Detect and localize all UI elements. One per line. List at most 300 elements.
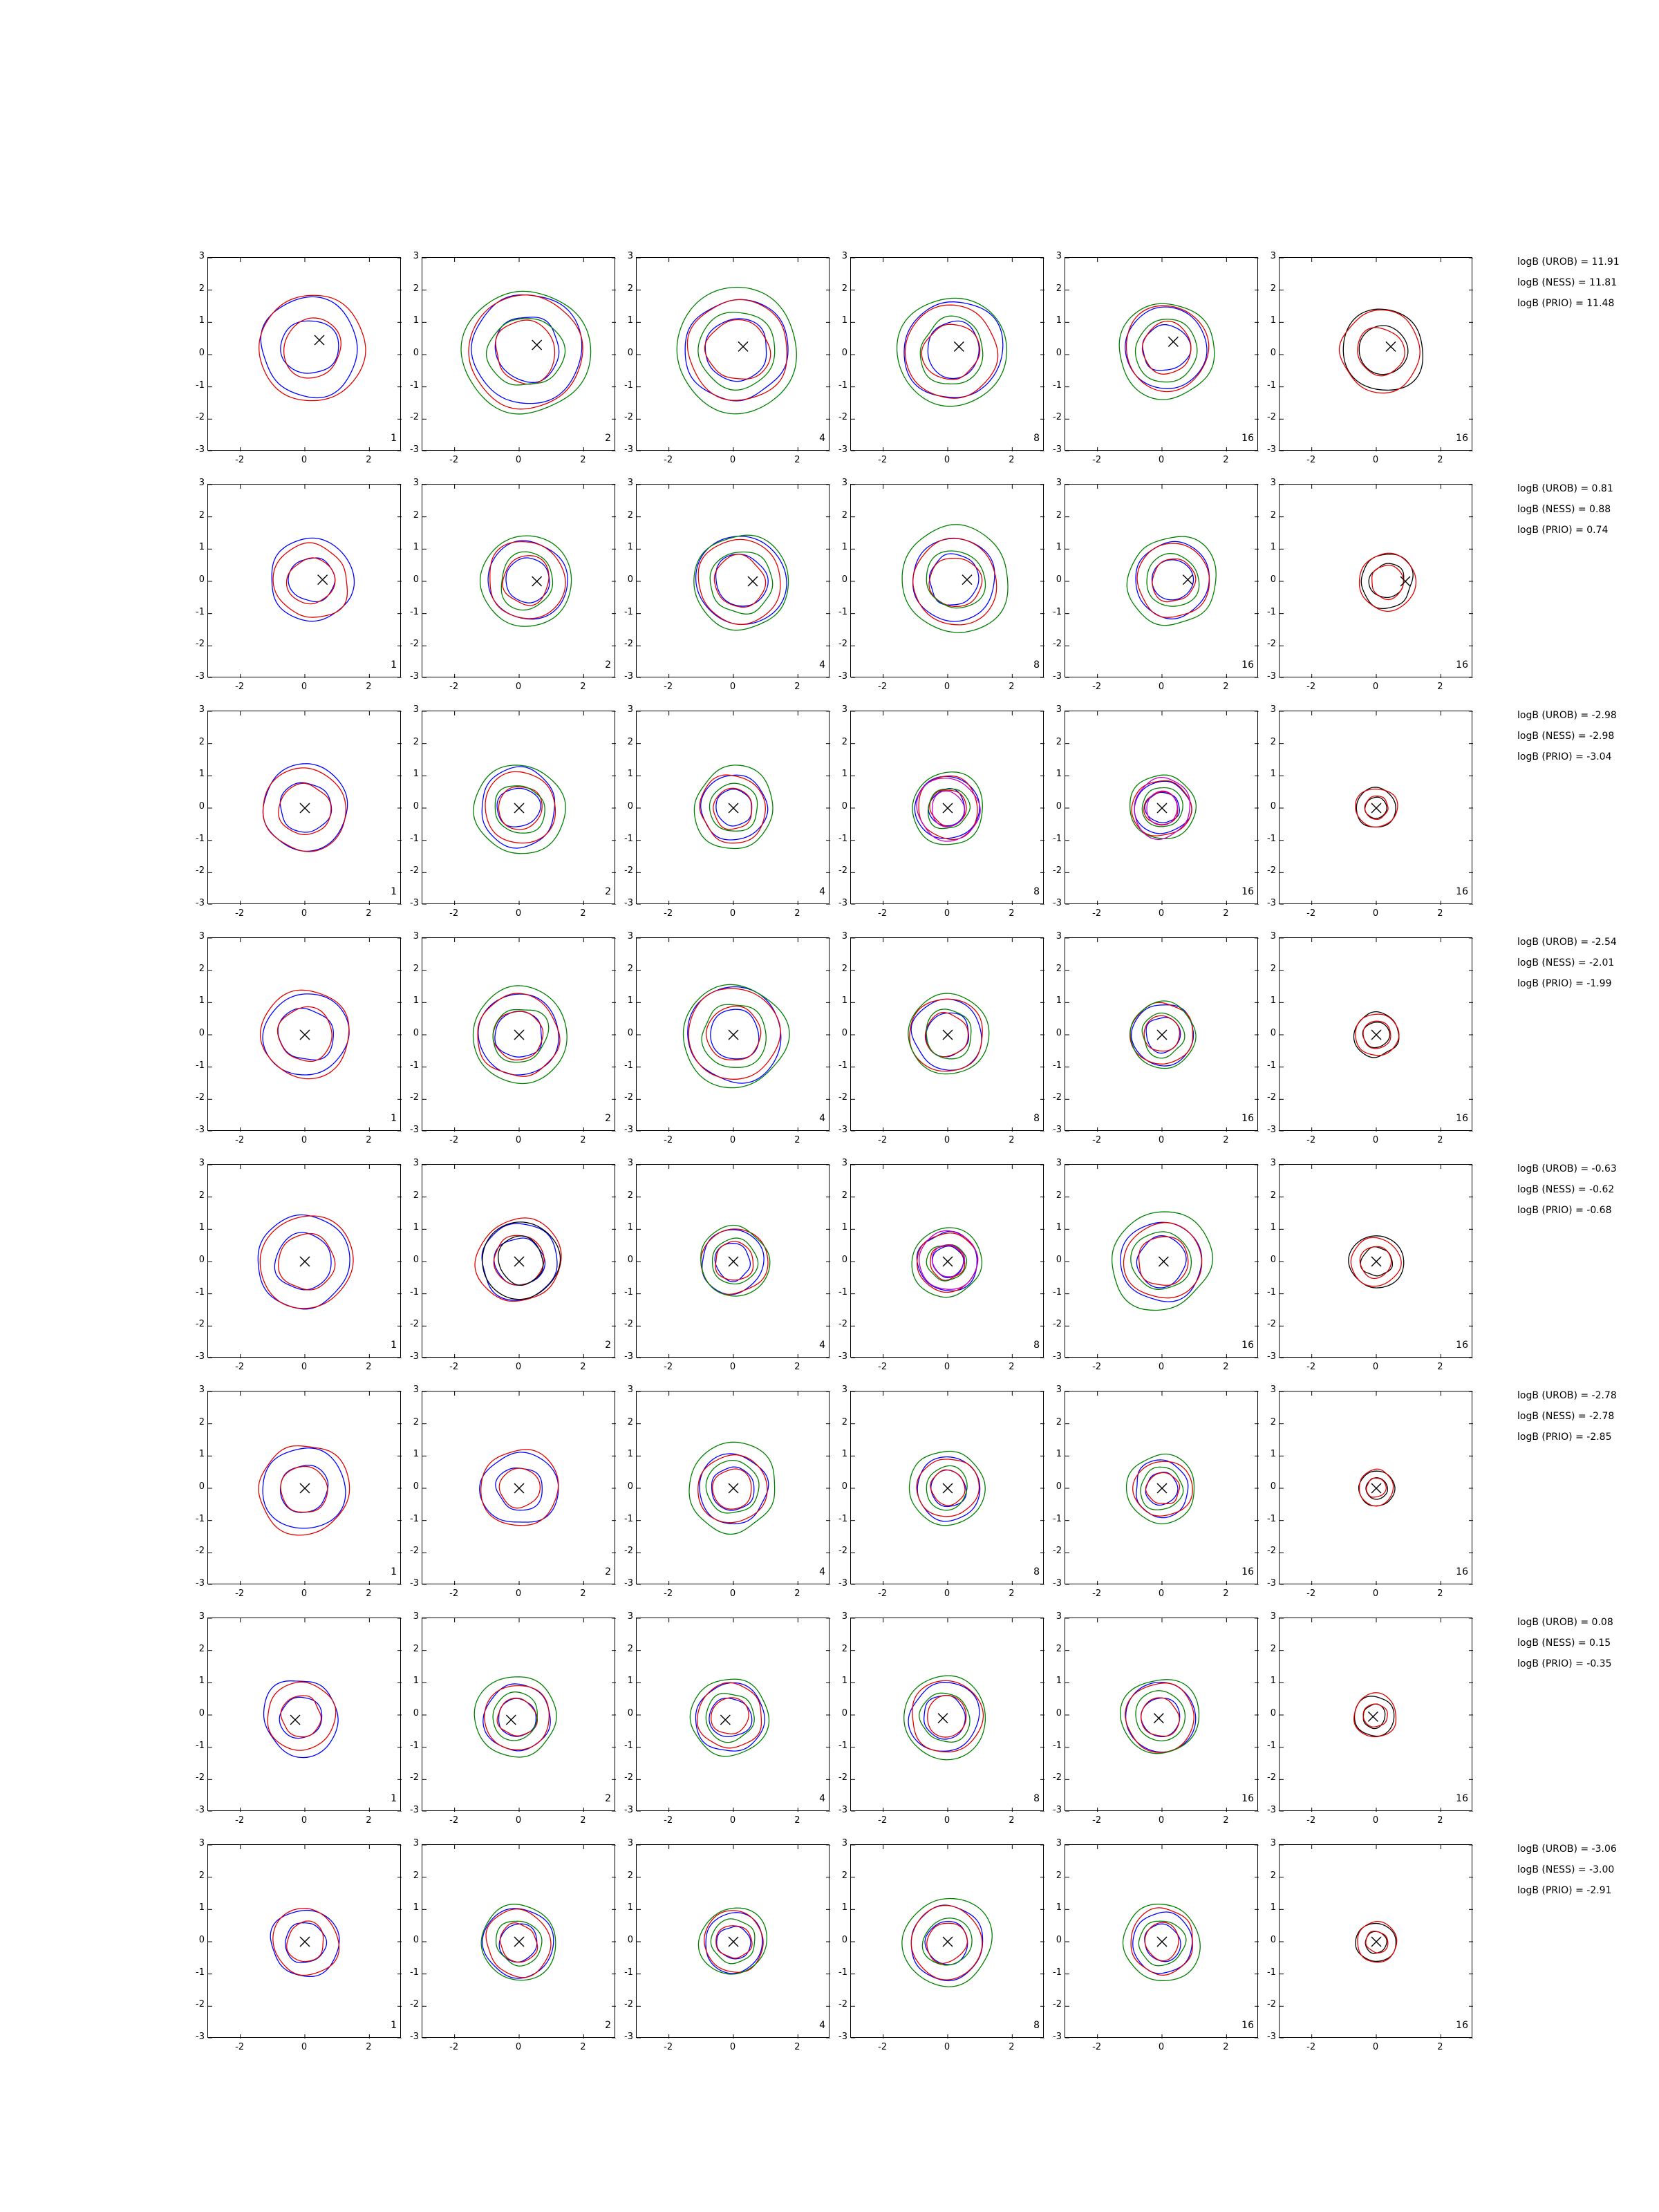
y-tick-label: -2 (410, 1772, 419, 1783)
contour-panel[interactable] (410, 1158, 615, 1396)
x-tick-label: -2 (235, 1362, 245, 1372)
y-tick-label: -3 (1053, 444, 1062, 455)
panel-index-label: 16 (1241, 886, 1254, 897)
y-tick-label: 0 (627, 574, 633, 585)
logb-line: logB (UROB) = -2.78 (1517, 1390, 1617, 1401)
y-tick-label: -3 (1053, 1351, 1062, 1362)
x-tick-label: -2 (1306, 1815, 1316, 1826)
panel-index-label: 8 (1033, 1566, 1040, 1577)
y-tick-label: 1 (198, 995, 205, 1006)
y-tick-label: -2 (1053, 1999, 1062, 2010)
x-tick-label: 0 (729, 1135, 736, 1145)
y-tick-label: 1 (841, 1902, 847, 1913)
logb-line: logB (UROB) = -0.63 (1517, 1163, 1617, 1174)
x-tick-label: 2 (1009, 2042, 1015, 2052)
panel-axes (207, 257, 401, 451)
y-tick-label: -1 (1267, 379, 1276, 391)
panel-index-label: 16 (1456, 1793, 1468, 1804)
panel-axes (1279, 1618, 1472, 1811)
y-tick-label: -1 (1267, 1286, 1276, 1297)
y-tick-label: -3 (196, 1351, 205, 1362)
y-tick-label: -3 (1053, 1578, 1062, 1588)
x-tick-label: 2 (1223, 2042, 1229, 2052)
x-tick-label: 2 (1223, 1815, 1229, 1826)
contour-panel[interactable] (410, 704, 615, 942)
x-tick-label: 0 (729, 1815, 736, 1826)
x-tick-label: 0 (1158, 2042, 1165, 2052)
y-tick-label: -2 (1267, 1092, 1276, 1103)
y-tick-label: 3 (841, 478, 847, 488)
panel-axes (1065, 937, 1258, 1131)
panel-index-label: 1 (391, 886, 397, 897)
x-tick-label: -2 (1092, 682, 1102, 692)
y-tick-label: -2 (410, 1999, 419, 2010)
y-tick-label: 3 (1270, 931, 1276, 941)
y-tick-label: -2 (1267, 865, 1276, 877)
y-tick-label: 1 (841, 995, 847, 1006)
contour-panel[interactable] (838, 478, 1044, 715)
y-tick-label: 0 (413, 348, 419, 358)
panel-axes (850, 1391, 1044, 1584)
contour-panel[interactable] (1267, 1385, 1472, 1622)
contour-panel[interactable] (410, 478, 615, 715)
contour-panel[interactable] (624, 1611, 830, 1849)
panel-axes (850, 1844, 1044, 2038)
y-tick-label: 0 (627, 348, 633, 358)
y-tick-label: 2 (1056, 283, 1062, 294)
contour-panel[interactable] (410, 1385, 615, 1622)
x-tick-label: 2 (580, 1815, 586, 1826)
y-tick-label: -1 (624, 1060, 633, 1071)
contour-panel[interactable] (1267, 1158, 1472, 1396)
panel-axes (207, 1164, 401, 1358)
panel-axes (1279, 937, 1472, 1131)
panel-axes (636, 1391, 830, 1584)
y-tick-label: -3 (1267, 1351, 1276, 1362)
x-tick-label: 2 (794, 1588, 800, 1599)
y-tick-label: -3 (410, 1805, 419, 1815)
contour-panel[interactable] (1053, 1611, 1258, 1849)
y-tick-label: -3 (196, 1805, 205, 1815)
y-tick-label: -2 (196, 865, 205, 877)
panel-axes (636, 711, 830, 904)
x-tick-label: 2 (1223, 1362, 1229, 1372)
y-tick-label: 1 (841, 542, 847, 553)
panel-axes (1065, 1164, 1258, 1358)
contour-panel[interactable] (838, 704, 1044, 942)
x-tick-label: 2 (1009, 1815, 1015, 1826)
x-tick-label: -2 (1092, 1815, 1102, 1826)
y-tick-label: 2 (413, 1190, 419, 1201)
contour-panel[interactable] (196, 478, 401, 715)
y-tick-label: -3 (624, 2032, 633, 2042)
contour-panel[interactable] (624, 704, 830, 942)
x-tick-label: -2 (1092, 455, 1102, 465)
x-tick-label: 2 (366, 682, 372, 692)
y-tick-label: 0 (627, 1481, 633, 1492)
y-tick-label: -3 (624, 671, 633, 682)
x-tick-label: -2 (664, 908, 673, 919)
y-tick-label: -2 (196, 412, 205, 423)
y-tick-label: -2 (410, 1319, 419, 1330)
panel-index-label: 4 (819, 1340, 825, 1351)
y-tick-label: -3 (838, 898, 847, 908)
y-tick-label: -2 (624, 1546, 633, 1557)
y-tick-label: 2 (1270, 1416, 1276, 1427)
y-tick-label: 0 (413, 1028, 419, 1038)
x-tick-label: -2 (664, 2042, 673, 2052)
y-tick-label: -2 (1267, 1772, 1276, 1783)
logb-annotation-block (1517, 257, 1620, 319)
y-tick-label: 2 (841, 963, 847, 974)
logb-line: logB (PRIO) = -0.35 (1517, 1658, 1612, 1669)
y-tick-label: 2 (841, 736, 847, 747)
y-tick-label: -3 (1267, 1805, 1276, 1815)
panel-index-label: 1 (391, 659, 397, 671)
y-tick-label: 3 (413, 1611, 419, 1622)
x-tick-label: 2 (1009, 455, 1015, 465)
x-tick-label: 2 (366, 455, 372, 465)
y-tick-label: -1 (624, 833, 633, 844)
x-tick-label: -2 (1306, 1135, 1316, 1145)
y-tick-label: -3 (196, 1125, 205, 1135)
logb-line: logB (NESS) = 0.15 (1517, 1638, 1611, 1649)
y-tick-label: -3 (1267, 444, 1276, 455)
y-tick-label: -3 (410, 671, 419, 682)
x-tick-label: 2 (1437, 682, 1443, 692)
contour-panel[interactable] (1053, 251, 1258, 489)
y-tick-label: 0 (198, 1255, 205, 1265)
contour-panel[interactable] (1267, 931, 1472, 1169)
x-tick-label: 0 (515, 1135, 522, 1145)
y-tick-label: 3 (198, 251, 205, 261)
contour-panel[interactable] (624, 931, 830, 1169)
contour-panel[interactable] (624, 478, 830, 715)
y-tick-label: 3 (1270, 1385, 1276, 1395)
logb-line: logB (NESS) = -2.01 (1517, 957, 1615, 968)
contour-panel[interactable] (1053, 704, 1258, 942)
y-tick-label: 0 (198, 1935, 205, 1945)
y-tick-label: 2 (198, 1416, 205, 1427)
x-tick-label: 2 (1009, 682, 1015, 692)
y-tick-label: -3 (624, 1578, 633, 1588)
y-tick-label: 0 (1056, 1481, 1062, 1492)
y-tick-label: 0 (413, 801, 419, 812)
x-tick-label: 0 (301, 1135, 308, 1145)
y-tick-label: -3 (624, 1125, 633, 1135)
contour-panel[interactable] (838, 1158, 1044, 1396)
x-tick-label: -2 (449, 1135, 459, 1145)
contour-panel[interactable] (196, 931, 401, 1169)
panel-index-label: 8 (1033, 2020, 1040, 2031)
x-tick-label: 0 (729, 2042, 736, 2052)
y-tick-label: -2 (1267, 1319, 1276, 1330)
x-tick-label: 2 (1437, 908, 1443, 919)
y-tick-label: 0 (1270, 1028, 1276, 1038)
x-tick-label: 2 (366, 908, 372, 919)
panel-axes (850, 257, 1044, 451)
y-tick-label: -2 (196, 1546, 205, 1557)
contour-panel[interactable] (838, 931, 1044, 1169)
x-tick-label: 2 (794, 455, 800, 465)
y-tick-label: -1 (624, 1286, 633, 1297)
y-tick-label: -2 (838, 1092, 847, 1103)
y-tick-label: 0 (627, 801, 633, 812)
panel-index-label: 4 (819, 2020, 825, 2031)
y-tick-label: 1 (198, 1902, 205, 1913)
y-tick-label: 2 (413, 283, 419, 294)
y-tick-label: 0 (1056, 1028, 1062, 1038)
x-tick-label: -2 (878, 682, 888, 692)
y-tick-label: -3 (410, 1125, 419, 1135)
contour-panel[interactable] (1053, 478, 1258, 715)
x-tick-label: -2 (1306, 1588, 1316, 1599)
contour-panel[interactable] (624, 1158, 830, 1396)
y-tick-label: -1 (1053, 1060, 1062, 1071)
x-tick-label: 2 (580, 2042, 586, 2052)
contour-panel[interactable] (1267, 704, 1472, 942)
y-tick-label: -2 (1267, 1999, 1276, 2010)
x-tick-label: -2 (235, 908, 245, 919)
panel-index-label: 4 (819, 433, 825, 444)
contour-panel[interactable] (838, 1838, 1044, 2076)
y-tick-label: 1 (627, 1676, 633, 1687)
contour-panel[interactable] (838, 1611, 1044, 1849)
panel-axes (207, 937, 401, 1131)
contour-panel[interactable] (838, 1385, 1044, 1622)
contour-panel[interactable] (624, 1385, 830, 1622)
y-tick-label: -1 (838, 379, 847, 391)
y-tick-label: -2 (838, 1772, 847, 1783)
x-tick-label: 0 (944, 682, 950, 692)
panel-axes (422, 1844, 615, 2038)
x-tick-label: -2 (1092, 2042, 1102, 2052)
y-tick-label: -3 (1053, 2032, 1062, 2042)
panel-index-label: 16 (1456, 433, 1468, 444)
contour-panel[interactable] (1053, 1158, 1258, 1396)
y-tick-label: 3 (1056, 704, 1062, 715)
y-tick-label: 2 (198, 283, 205, 294)
y-tick-label: -1 (410, 1060, 419, 1071)
y-tick-label: -1 (1267, 833, 1276, 844)
y-tick-label: 0 (841, 1935, 847, 1945)
x-tick-label: 0 (1158, 1815, 1165, 1826)
contour-panel[interactable] (410, 251, 615, 489)
contour-panel[interactable] (196, 251, 401, 489)
y-tick-label: 2 (1056, 1190, 1062, 1201)
y-tick-label: -2 (1053, 639, 1062, 650)
y-tick-label: 3 (1056, 931, 1062, 941)
y-tick-label: 1 (413, 1902, 419, 1913)
y-tick-label: 1 (413, 1449, 419, 1460)
y-tick-label: -3 (410, 2032, 419, 2042)
y-tick-label: -1 (410, 379, 419, 391)
x-tick-label: -2 (235, 1815, 245, 1826)
y-tick-label: 0 (1056, 348, 1062, 358)
x-tick-label: 0 (515, 908, 522, 919)
y-tick-label: -3 (410, 1578, 419, 1588)
panel-index-label: 16 (1241, 1566, 1254, 1577)
logb-annotation-block (1517, 1164, 1617, 1226)
y-tick-label: 0 (627, 1708, 633, 1718)
y-tick-label: 1 (1270, 1902, 1276, 1913)
panel-axes (1279, 711, 1472, 904)
x-tick-label: 0 (1158, 682, 1165, 692)
y-tick-label: -2 (196, 1772, 205, 1783)
y-tick-label: 0 (627, 1255, 633, 1265)
x-tick-label: 2 (580, 455, 586, 465)
panel-index-label: 4 (819, 659, 825, 671)
y-tick-label: -2 (196, 639, 205, 650)
panel-index-label: 2 (605, 433, 611, 444)
panel-row (0, 1385, 1659, 1626)
y-tick-label: 0 (1270, 574, 1276, 585)
y-tick-label: -2 (1053, 865, 1062, 877)
x-tick-label: 2 (1223, 1588, 1229, 1599)
y-tick-label: 0 (1056, 1708, 1062, 1718)
logb-line: logB (PRIO) = -2.91 (1517, 1885, 1612, 1896)
y-tick-label: -1 (1053, 606, 1062, 617)
panel-axes (850, 484, 1044, 677)
panel-index-label: 16 (1241, 659, 1254, 671)
y-tick-label: -2 (1267, 639, 1276, 650)
x-tick-label: 2 (1009, 908, 1015, 919)
contour-panel[interactable] (1053, 931, 1258, 1169)
contour-panel[interactable] (624, 251, 830, 489)
y-tick-label: 2 (627, 1416, 633, 1427)
y-tick-label: 0 (198, 1708, 205, 1718)
contour-panel[interactable] (410, 931, 615, 1169)
panel-index-label: 4 (819, 1793, 825, 1804)
panel-axes (636, 937, 830, 1131)
y-tick-label: 3 (841, 1838, 847, 1848)
contour-panel[interactable] (410, 1611, 615, 1849)
y-tick-label: 3 (627, 1158, 633, 1168)
panel-index-label: 4 (819, 886, 825, 897)
x-tick-label: 0 (729, 1362, 736, 1372)
y-tick-label: 2 (198, 963, 205, 974)
y-tick-label: -1 (196, 1740, 205, 1751)
panel-axes (422, 257, 615, 451)
x-tick-label: -2 (1306, 1362, 1316, 1372)
x-tick-label: 0 (515, 1362, 522, 1372)
logb-line: logB (NESS) = -2.98 (1517, 731, 1615, 742)
y-tick-label: 2 (1056, 963, 1062, 974)
y-tick-label: 3 (198, 1611, 205, 1622)
y-tick-label: 1 (198, 1222, 205, 1233)
y-tick-label: -1 (624, 606, 633, 617)
x-tick-label: -2 (1092, 1588, 1102, 1599)
panel-axes (1065, 1618, 1258, 1811)
panel-axes (422, 711, 615, 904)
y-tick-label: 1 (841, 1449, 847, 1460)
y-tick-label: 2 (841, 1190, 847, 1201)
contour-panel[interactable] (196, 1611, 401, 1849)
y-tick-label: -1 (624, 1513, 633, 1524)
x-tick-label: 2 (580, 1588, 586, 1599)
y-tick-label: 2 (627, 283, 633, 294)
y-tick-label: -3 (1053, 898, 1062, 908)
contour-panel[interactable] (1267, 1838, 1472, 2076)
y-tick-label: 3 (198, 704, 205, 715)
panel-index-label: 16 (1456, 2020, 1468, 2031)
logb-line: logB (UROB) = -2.98 (1517, 710, 1617, 721)
contour-panel[interactable] (624, 1838, 830, 2076)
contour-panel[interactable] (1267, 1611, 1472, 1849)
panel-row (0, 1611, 1659, 1853)
panel-axes (1065, 1391, 1258, 1584)
x-tick-label: -2 (449, 908, 459, 919)
x-tick-label: 0 (1158, 908, 1165, 919)
contour-panel[interactable] (1053, 1838, 1258, 2076)
x-tick-label: -2 (878, 455, 888, 465)
y-tick-label: -2 (1267, 1546, 1276, 1557)
y-tick-label: -1 (838, 1513, 847, 1524)
y-tick-label: -1 (1053, 379, 1062, 391)
contour-panel[interactable] (1267, 478, 1472, 715)
y-tick-label: -3 (838, 1578, 847, 1588)
contour-panel[interactable] (196, 704, 401, 942)
panel-axes (422, 1618, 615, 1811)
x-tick-label: 2 (366, 1362, 372, 1372)
x-tick-label: -2 (235, 682, 245, 692)
panel-index-label: 2 (605, 1113, 611, 1124)
contour-panel[interactable] (196, 1158, 401, 1396)
y-tick-label: -1 (196, 1967, 205, 1978)
x-tick-label: 0 (301, 1815, 308, 1826)
y-tick-label: 1 (1056, 315, 1062, 326)
panel-index-label: 16 (1241, 433, 1254, 444)
contour-panel[interactable] (196, 1385, 401, 1622)
y-tick-label: -3 (410, 1351, 419, 1362)
logb-line: logB (NESS) = -0.62 (1517, 1184, 1615, 1195)
y-tick-label: 2 (198, 509, 205, 521)
y-tick-label: -3 (196, 1578, 205, 1588)
contour-panel[interactable] (196, 1838, 401, 2076)
panel-axes (1279, 1391, 1472, 1584)
panel-index-label: 8 (1033, 659, 1040, 671)
y-tick-label: 0 (413, 1255, 419, 1265)
logb-annotation-block (1517, 1391, 1617, 1453)
y-tick-label: 2 (1270, 736, 1276, 747)
y-tick-label: -1 (838, 606, 847, 617)
logb-line: logB (UROB) = 0.81 (1517, 483, 1613, 494)
y-tick-label: 3 (1270, 1838, 1276, 1848)
y-tick-label: 3 (841, 251, 847, 261)
panel-index-label: 8 (1033, 1113, 1040, 1124)
y-tick-label: -1 (1053, 1967, 1062, 1978)
panel-index-label: 16 (1456, 886, 1468, 897)
contour-panel[interactable] (1267, 251, 1472, 489)
x-tick-label: 0 (944, 1362, 950, 1372)
y-tick-label: 1 (627, 315, 633, 326)
contour-panel[interactable] (1053, 1385, 1258, 1622)
y-tick-label: -1 (1053, 1740, 1062, 1751)
y-tick-label: 2 (413, 1870, 419, 1881)
panel-axes (636, 1844, 830, 2038)
y-tick-label: 1 (413, 542, 419, 553)
y-tick-label: 3 (1056, 1385, 1062, 1395)
contour-panel[interactable] (410, 1838, 615, 2076)
x-tick-label: -2 (235, 1135, 245, 1145)
panel-axes (207, 1844, 401, 2038)
contour-panel[interactable] (838, 251, 1044, 489)
y-tick-label: -1 (410, 833, 419, 844)
panel-index-label: 16 (1241, 1340, 1254, 1351)
y-tick-label: 1 (1056, 1222, 1062, 1233)
y-tick-label: -1 (838, 833, 847, 844)
y-tick-label: -1 (1053, 1513, 1062, 1524)
